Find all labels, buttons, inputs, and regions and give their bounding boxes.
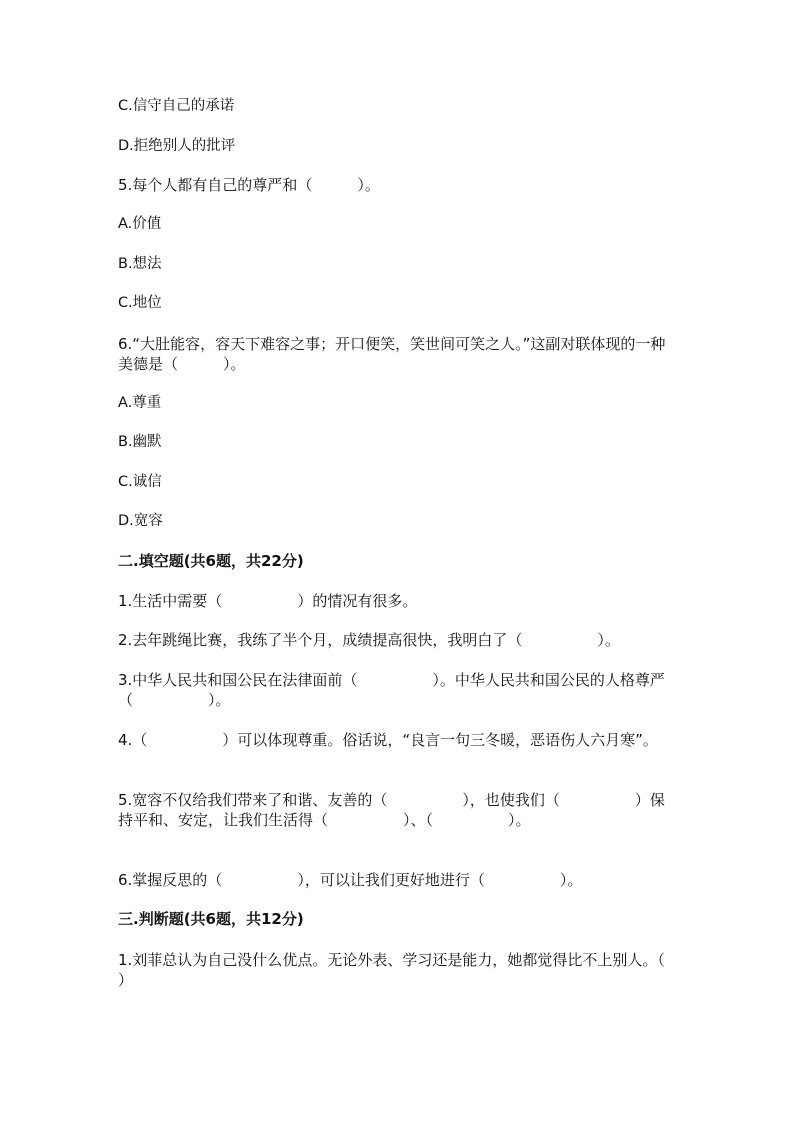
q6-stem: 6.“大肚能容，容天下难容之事；开口便笑，笑世间可笑之人。”这副对联体现的一种美德是（ ）。 <box>118 335 666 373</box>
fill-question-3: 3.中华人民共和国公民在法律面前（ ）。中华人民共和国公民的人格尊严（ ）。 <box>118 671 665 709</box>
q5-option-a: A.价值 <box>118 216 162 232</box>
fill-question-2: 2.去年跳绳比赛，我练了半个月，成绩提高很快，我明白了（ ）。 <box>118 631 620 649</box>
q6-option-a: A.尊重 <box>118 395 162 411</box>
q5-option-c: C.地位 <box>118 295 162 311</box>
fill-question-1: 1.生活中需要（ ）的情况有很多。 <box>118 592 418 610</box>
section-2-title: 二.填空题(共6题，共22分) <box>118 552 304 570</box>
q6-option-b: B.幽默 <box>118 434 162 450</box>
section-3-title: 三.判断题(共6题，共12分) <box>118 910 304 928</box>
q6-option-c: C.诚信 <box>118 474 162 490</box>
q6-option-d: D.宽容 <box>118 513 163 529</box>
q5-option-b: B.想法 <box>118 256 162 272</box>
q5-stem: 5.每个人都有自己的尊严和（ ）。 <box>118 176 380 194</box>
fill-question-5: 5.宽容不仅给我们带来了和谐、友善的（ ），也使我们（ ）保持平和、安定，让我们生活得（ ）、（ ）。 <box>118 791 665 829</box>
fill-question-4: 4.（ ）可以体现尊重。俗话说，“良言一句三冬暖，恶语伤人六月寒”。 <box>118 731 658 749</box>
q4-option-d: D.拒绝别人的批评 <box>118 138 236 154</box>
q4-option-c: C.信守自己的承诺 <box>118 98 235 114</box>
fill-question-6: 6.掌握反思的（ ），可以让我们更好地进行（ ）。 <box>118 871 583 889</box>
judge-question-1: 1.刘菲总认为自己没什么优点。无论外表、学习还是能力，她都觉得比不上别人。（ ） <box>118 951 695 989</box>
